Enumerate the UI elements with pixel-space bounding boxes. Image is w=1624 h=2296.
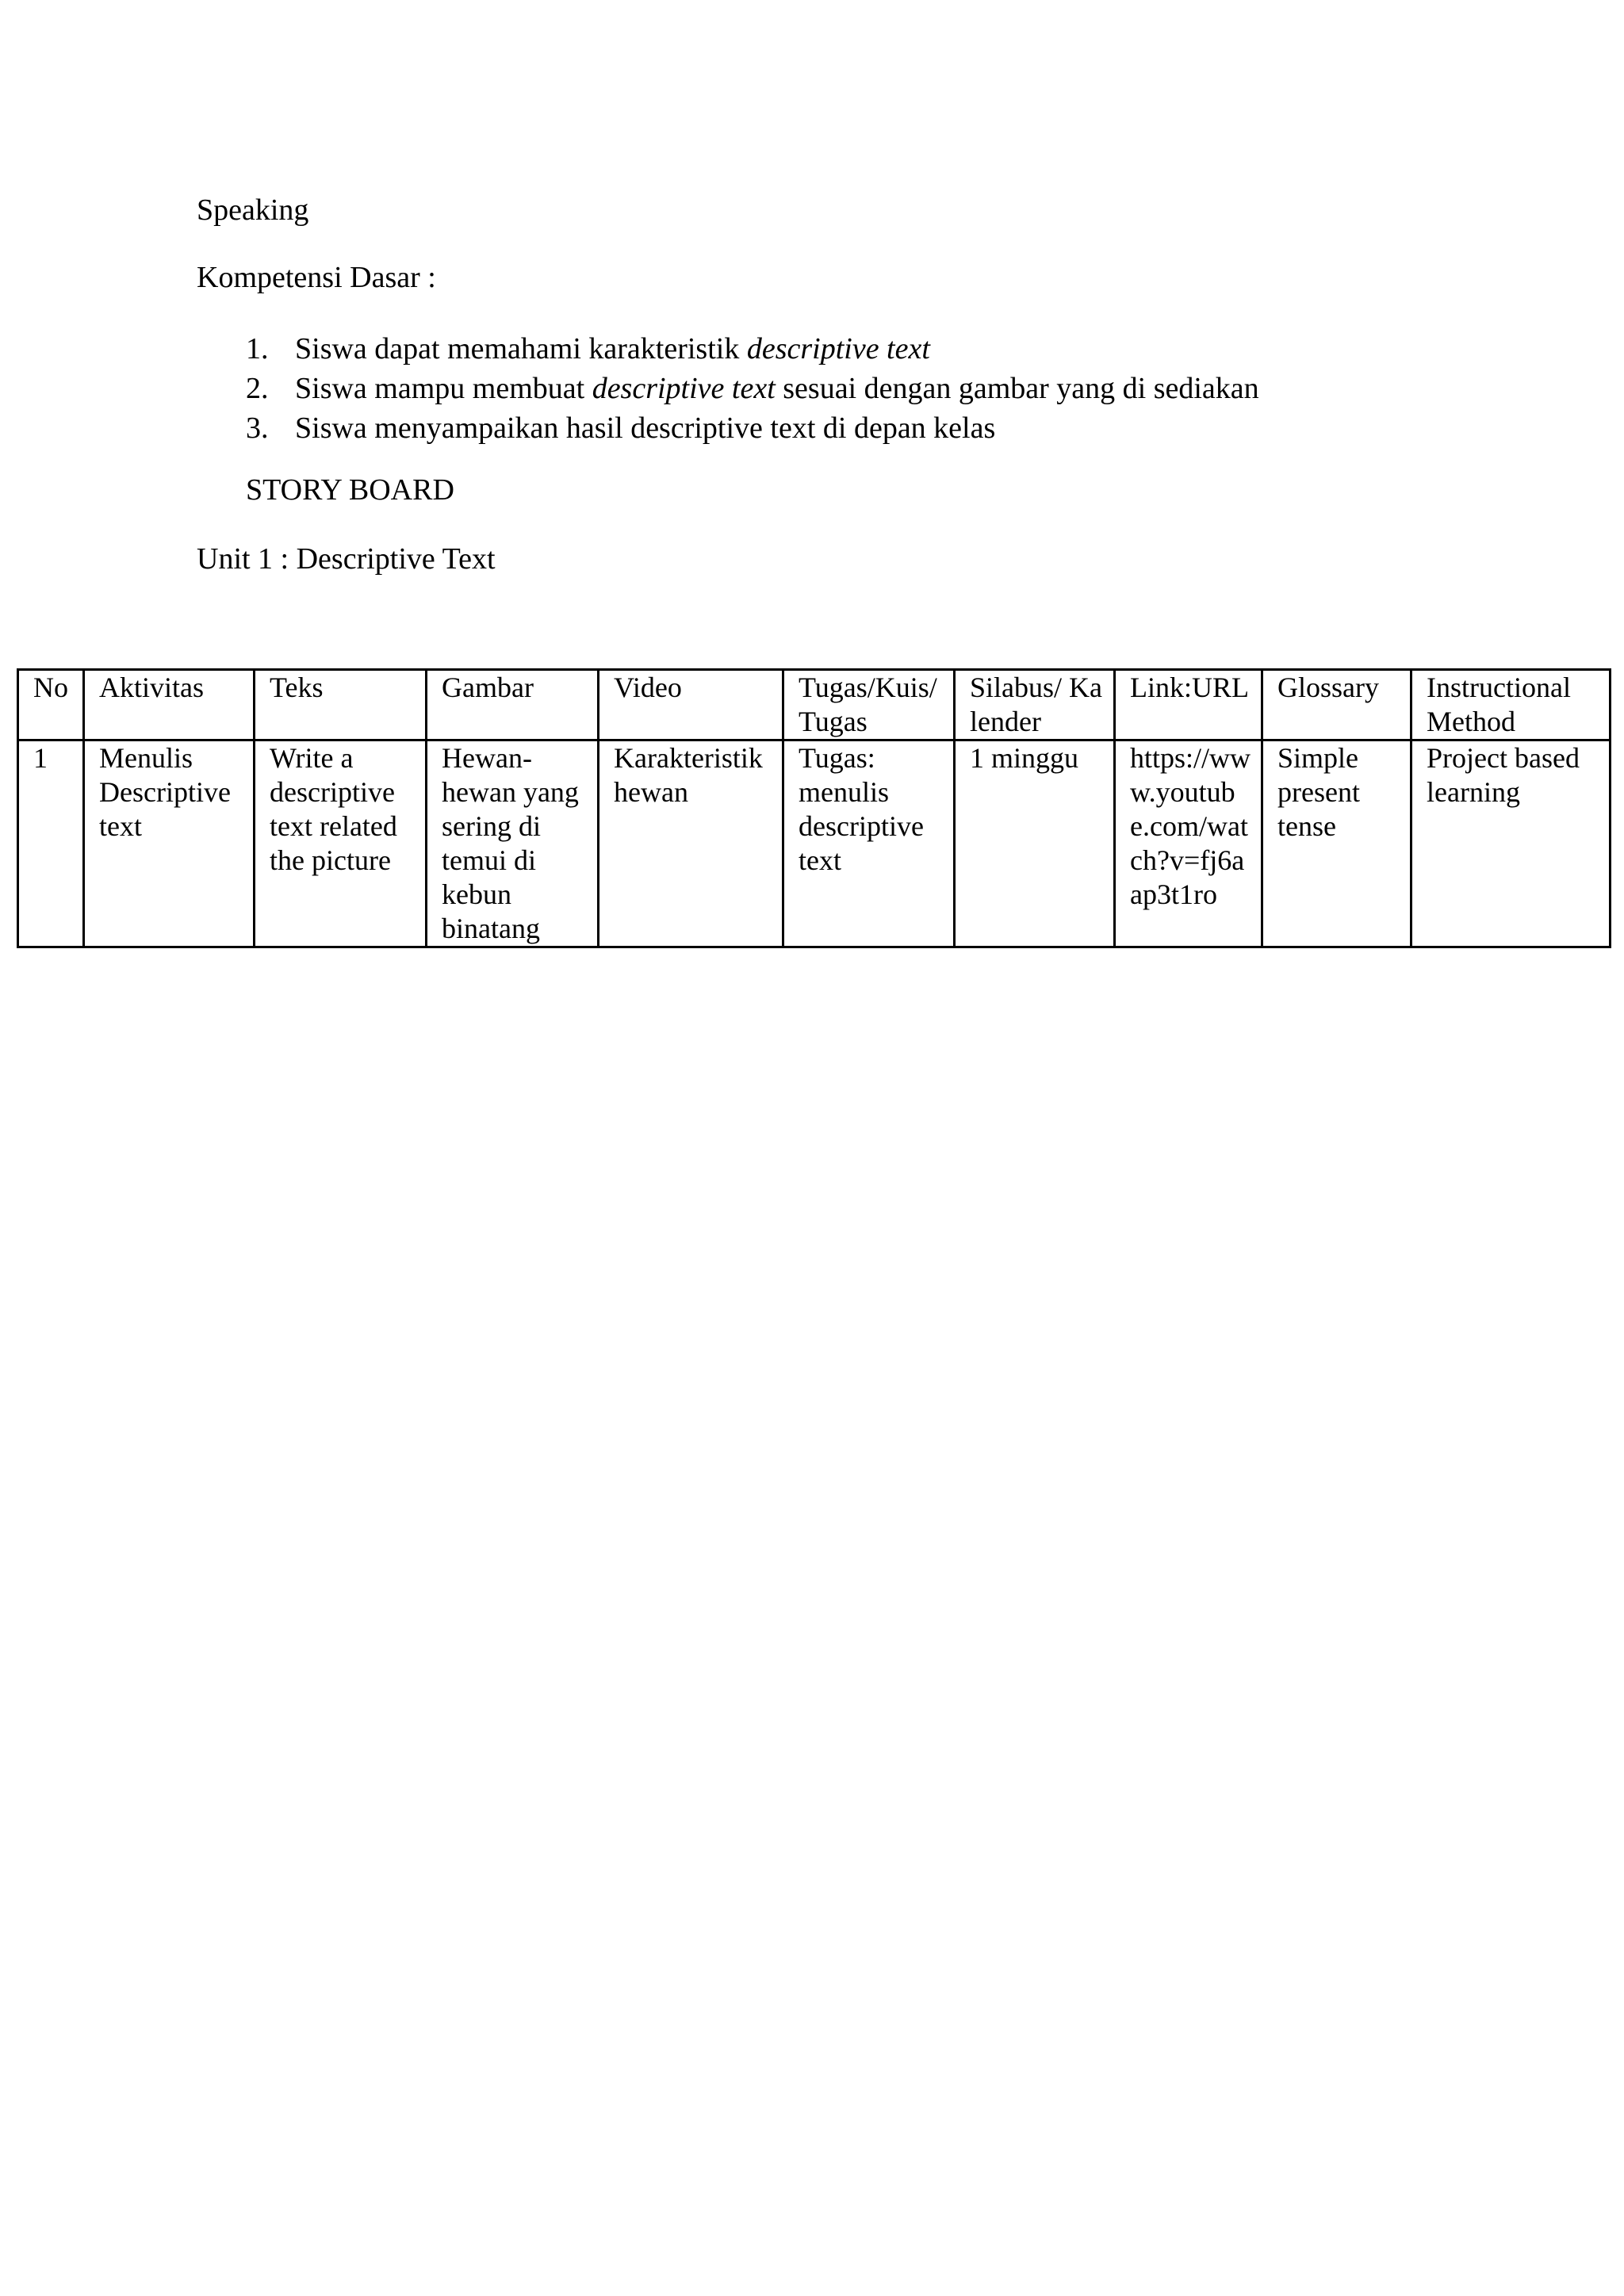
cell-silabus: 1 minggu [955, 740, 1115, 947]
kompetensi-dasar-heading: Kompetensi Dasar : [197, 261, 436, 294]
cell-gambar: Hewan-hewan yang sering di temui di kebun binatang [427, 740, 599, 947]
competency-list [246, 329, 1259, 448]
cell-method: Project based learning [1411, 740, 1611, 947]
table-row [18, 740, 1611, 947]
header-aktivitas: Aktivitas [84, 670, 255, 740]
header-teks: Teks [255, 670, 427, 740]
list-number: 2. [246, 372, 269, 405]
cell-link: https://www.youtube.com/watch?v=fj6aap3t1ro [1115, 740, 1262, 947]
cell-no: 1 [18, 740, 84, 947]
header-video: Video [599, 670, 783, 740]
header-no: No [18, 670, 84, 740]
header-silabus: Silabus/ Kalender [955, 670, 1115, 740]
list-item [246, 408, 1259, 448]
section-title: Speaking [197, 193, 309, 227]
unit-heading: Unit 1 : Descriptive Text [197, 542, 496, 576]
header-tugas: Tugas/Kuis/Tugas [783, 670, 955, 740]
header-gambar: Gambar [427, 670, 599, 740]
cell-aktivitas: Menulis Descriptive text [84, 740, 255, 947]
storyboard-table [17, 668, 1611, 948]
list-text: Siswa menyampaikan hasil descriptive text di depan kelas [295, 411, 996, 445]
cell-tugas: Tugas: menulis descriptive text [783, 740, 955, 947]
storyboard-heading: STORY BOARD [246, 473, 454, 507]
list-item [246, 329, 1259, 369]
cell-teks: Write a descriptive text related the picture [255, 740, 427, 947]
list-item [246, 369, 1259, 408]
cell-glossary: Simple present tense [1262, 740, 1411, 947]
list-text-italic: descriptive text [592, 372, 776, 405]
list-text: Siswa dapat memahami karakteristik [295, 332, 747, 365]
table-header-row [18, 670, 1611, 740]
header-glossary: Glossary [1262, 670, 1411, 740]
header-link: Link:URL [1115, 670, 1262, 740]
cell-video: Karakteristik hewan [599, 740, 783, 947]
header-method: Instructional Method [1411, 670, 1611, 740]
list-text: Siswa mampu membuat [295, 372, 592, 405]
list-text-after: sesuai dengan gambar yang di sediakan [775, 372, 1259, 405]
list-number: 3. [246, 411, 269, 445]
list-number: 1. [246, 332, 269, 365]
list-text-italic: descriptive text [746, 332, 930, 365]
